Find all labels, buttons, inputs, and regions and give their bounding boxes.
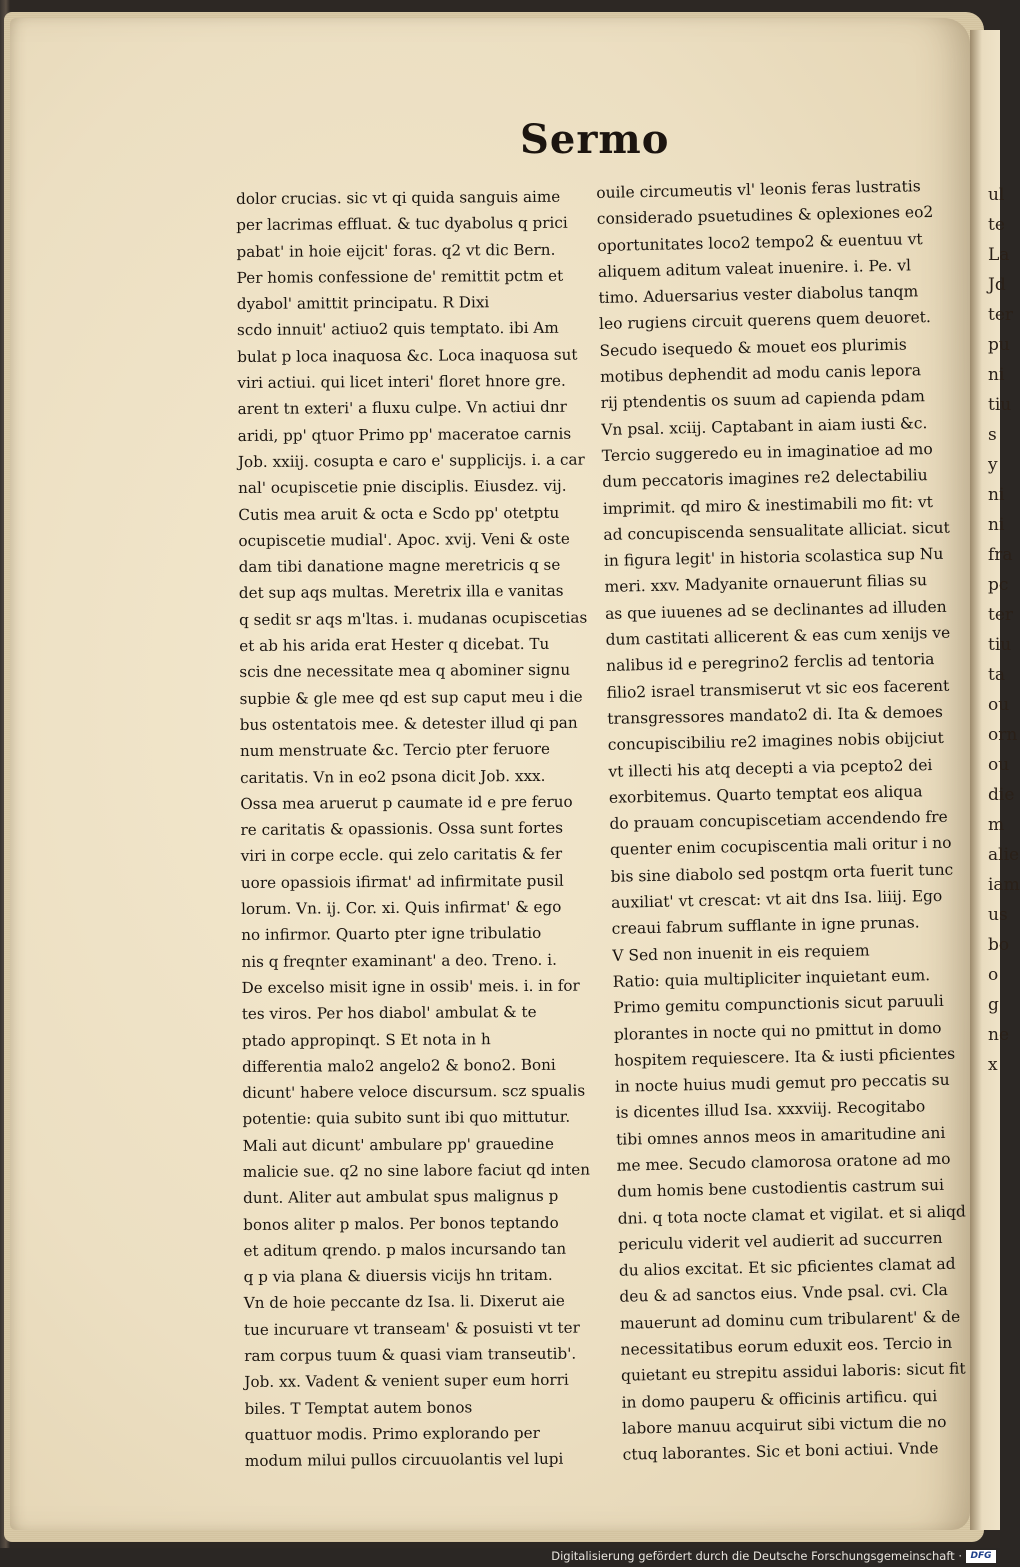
fragment-line: La — [988, 245, 1010, 265]
text-line: bonos aliter p malos. Per bonos teptando — [243, 1213, 559, 1234]
text-line: ram corpus tuum & quasi viam transeutib'. — [244, 1344, 577, 1366]
fragment-line: ou — [988, 755, 1010, 775]
text-line: De excelso misit igne in ossib' meis. i. in for — [241, 976, 580, 997]
text-line: do prauam concupiscetiam accendendo fre — [609, 807, 948, 833]
text-line: num menstruate &c. Tercio pter feruore — [239, 740, 551, 761]
text-line: vt illecti his atq decepti a via pcepto2 dei — [608, 755, 933, 781]
text-line: re caritatis & opassionis. Ossa sunt fortes — [240, 818, 564, 840]
text-line: bulat p loca inaquosa &c. Loca inaquosa sut — [237, 345, 578, 366]
text-line: exorbitemus. Quarto temptat eos aliqua — [608, 782, 923, 807]
text-line: viri actiui. qui licet interi' floret hnore gre. — [237, 371, 566, 393]
text-line: periculu viderit vel audierit ad succurren — [618, 1228, 943, 1254]
fragment-line: us — [988, 905, 1008, 925]
fragment-line: ne — [988, 1025, 1010, 1045]
text-line: et aditum qrendo. p malos incursando tan — [243, 1239, 567, 1260]
text-line: dicunt' habere veloce discursum. scz spualis — [242, 1081, 586, 1103]
text-line: quattuor modis. Primo explorando per — [244, 1423, 540, 1444]
text-line: arent tn exteri' a fluxu culpe. Vn actiui dnr — [237, 398, 567, 419]
text-line: dum peccatoris imagines re2 delectabiliu — [602, 466, 928, 492]
text-line: considerado psuetudines & oplexiones eo2 — [596, 203, 934, 229]
text-line: quietant eu strepitu assidui laboris: sicut fit — [620, 1359, 966, 1386]
text-line: labore manuu acquirut sibi victum die no — [621, 1412, 947, 1438]
text-line: tes viros. Per hos diabol' ambulat & te — [241, 1003, 537, 1024]
text-line: ctuq laborantes. Sic et boni actiui. Vnde — [622, 1439, 939, 1464]
text-line: in domo pauperu & officinis artificu. qui — [621, 1386, 938, 1412]
text-line: transgressores mandato2 di. Ita & demoes — [607, 702, 944, 728]
text-line: quenter enim cocupiscentia mali oritur i no — [609, 834, 952, 860]
running-header: Sermo — [520, 116, 670, 163]
adjacent-page-edge — [970, 30, 1020, 1530]
text-line: ocupiscetie mudial'. Apoc. xvij. Veni & oste — [238, 529, 570, 550]
text-line: filio2 israel transmiserut vt sic eos facerent — [606, 676, 950, 702]
text-line: du alios excitat. Et sic pficientes clamat ad — [618, 1254, 956, 1280]
fragment-line: ul — [988, 185, 1005, 205]
fragment-line: ter — [988, 605, 1014, 625]
dfg-logo: DFG — [966, 1550, 996, 1563]
adjacent-page-text — [970, 180, 1020, 1080]
text-line: potentie: quia subito sunt ibi quo mittutur. — [242, 1108, 571, 1129]
text-line: et ab his arida erat Hester q dicebat. Tu — [239, 634, 550, 656]
text-line: V Sed non inuenit in eis requiem — [612, 941, 870, 965]
fragment-line: o — [988, 965, 999, 985]
text-line: uore opassiois ifirmat' ad infirmitate pusil — [240, 871, 564, 892]
text-line: ad concupiscenda sensualitate alliciat. sicut — [603, 518, 950, 544]
left-text-column — [236, 184, 591, 1475]
text-line: dam tibi danatione magne meretricis q se — [238, 555, 561, 577]
text-line: as que iuuenes ad se declinantes ad illuden — [604, 597, 947, 623]
fragment-line: fra — [988, 545, 1013, 565]
fragment-line: Jd — [988, 275, 1006, 295]
text-line: supbie & gle mee qd est sup caput meu i die — [239, 687, 583, 708]
text-line: necessitatibus eorum eduxit eos. Tercio in — [620, 1333, 953, 1359]
text-line: imprimit. qd miro & inestimabili mo fit: vt — [602, 492, 934, 518]
text-line: aridi, pp' qtuor Primo pp' maceratoe carnis — [237, 424, 572, 445]
fragment-line: orn — [988, 725, 1018, 745]
fragment-line: alie — [988, 845, 1020, 865]
text-line: Job. xx. Vadent & venient super eum horri — [244, 1371, 569, 1392]
text-line: modum milui pullos circuuolantis vel lupi — [244, 1449, 564, 1471]
text-line: Ratio: quia multipliciter inquietant eum. — [612, 966, 931, 991]
text-line: lorum. Vn. ij. Cor. xi. Quis infirmat' & ego — [240, 897, 562, 918]
fragment-line: te — [988, 215, 1005, 235]
text-line: nalibus id e peregrino2 ferclis ad tentoria — [605, 650, 935, 676]
text-line: no infirmor. Quarto pter igne tribulatio — [241, 924, 542, 945]
text-line: concupiscibiliu re2 imagines nobis obijciut — [607, 729, 944, 755]
text-line: dni. q tota nocte clamat et vigilat. et si aliqd — [617, 1202, 967, 1228]
text-line: dum homis bene custodientis castrum sui — [617, 1176, 945, 1202]
fragment-line: ter — [988, 305, 1014, 325]
text-line: nis q freqnter examinant' a deo. Treno. i. — [241, 950, 557, 971]
text-line: timo. Aduersarius vester diabolus tanqm — [598, 282, 919, 308]
text-line: ouile circumeutis vl' leonis feras lustratis — [596, 177, 921, 202]
text-line: oportunitates loco2 tempo2 & euentuu vt — [597, 229, 923, 255]
fragment-line: y — [988, 455, 998, 475]
fragment-line: pc — [988, 575, 1009, 595]
text-line: in figura legit' in historia scolastica sup Nu — [603, 544, 944, 571]
text-line: leo rugiens circuit querens quem deuoret. — [598, 308, 932, 334]
text-line: creaui fabrum sufflante in igne prunas. — [611, 913, 920, 939]
text-line: auxiliat' vt crescat: vt ait dns Isa. liiij. Ego — [610, 886, 943, 912]
text-line: tibi omnes annos meos in amaritudine ani — [615, 1123, 946, 1149]
fragment-line: ni — [988, 485, 1005, 505]
text-line: rij ptendentis os suum ad capienda pdam — [600, 387, 926, 413]
text-line: per lacrimas effluat. & tuc dyabolus q prici — [236, 213, 568, 235]
text-line: bis sine diabolo sed postqm orta fuerit tunc — [610, 860, 954, 886]
text-line: Vn psal. xciij. Captabant in aiam iusti &c. — [601, 413, 928, 439]
text-line: plorantes in nocte qui no pmittut in domo — [613, 1018, 942, 1044]
text-line: caritatis. Vn in eo2 psona dicit Job. xxx. — [240, 766, 546, 787]
fragment-line: ni — [988, 365, 1005, 385]
text-line: dolor crucias. sic vt qi quida sanguis aime — [236, 187, 561, 208]
text-line: dum castitati allicerent & eas cum xenijs ve — [605, 623, 951, 649]
text-line: tue incuruare vt transeam' & posuisti vt ter — [243, 1318, 580, 1339]
text-line: differentia malo2 angelo2 & bono2. Boni — [242, 1055, 556, 1076]
text-line: Tercio suggeredo eu in imaginatioe ad mo — [601, 439, 933, 465]
text-line: hospitem requiescere. Ita & iusti pficientes — [614, 1044, 956, 1070]
text-line: Per homis confessione de' remittit pctm et — [236, 266, 564, 287]
text-line: deu & ad sanctos eius. Vnde psal. cvi. Cla — [619, 1281, 949, 1307]
text-line: Mali aut dicunt' ambulare pp' grauedine — [242, 1134, 554, 1155]
fragment-line: s — [988, 425, 997, 445]
text-line: motibus dephendit ad modu canis lepora — [599, 361, 922, 387]
text-line: Secudo isequedo & mouet eos plurimis — [599, 335, 907, 360]
text-line: bus ostentatois mee. & detester illud qi pan — [239, 713, 578, 734]
fragment-line: iam — [988, 875, 1020, 895]
text-line: malicie sue. q2 no sine labore faciut qd inten — [242, 1160, 591, 1181]
fragment-line: bo — [988, 935, 1010, 955]
text-line: viri in corpe eccle. qui zelo caritatis & fer — [240, 845, 563, 866]
fragment-line: g — [988, 995, 999, 1015]
text-line: Cutis mea aruit & octa e Scdo pp' otetptu — [238, 503, 560, 524]
text-line: Primo gemitu compunctionis sicut paruuli — [613, 992, 944, 1018]
fragment-line: tiu — [988, 395, 1012, 415]
text-line: dyabol' amittit principatu. R Dixi — [236, 293, 490, 314]
text-line: me mee. Secudo clamorosa oratone ad mo — [616, 1149, 951, 1175]
text-line: mauerunt ad dominu cum tribularent' & de — [619, 1307, 961, 1333]
text-line: scdo innuit' actiuo2 quis temptato. ibi Am — [236, 319, 559, 340]
text-line: scis dne necessitate mea q abominer signu — [239, 661, 571, 682]
text-line: meri. xxv. Madyanite ornauerunt filias su — [604, 571, 928, 597]
right-text-column — [596, 173, 967, 1468]
text-line: nal' ocupiscetie pnie disciplis. Eiusdez. vij. — [238, 476, 567, 498]
text-line: det sup aqs multas. Meretrix illa e vanitas — [238, 582, 564, 603]
text-line: q sedit sr aqs m'ltas. i. mudanas ocupiscetias — [238, 608, 588, 629]
fragment-line: tiu — [988, 635, 1012, 655]
text-line: q p via plana & diuersis vicijs hn tritam. — [243, 1265, 553, 1287]
fragment-line: x — [988, 1055, 998, 1075]
fragment-line: ta — [988, 665, 1005, 685]
text-line: Vn de hoie peccante dz Isa. li. Dixerut aie — [243, 1292, 565, 1313]
text-line: aliquem aditum valeat inuenire. i. Pe. vl — [597, 256, 912, 281]
fragment-line: m — [988, 815, 1005, 835]
text-line: ptado appropinqt. S Et nota in h — [241, 1029, 491, 1050]
fragment-line: pu — [988, 335, 1010, 355]
text-line: biles. T Temptat autem bonos — [244, 1398, 473, 1418]
fragment-line: ou — [988, 695, 1010, 715]
text-line: Job. xxiij. cosupta e caro e' supplicijs. i. a car — [237, 450, 585, 471]
digitization-credit: Digitalisierung gefördert durch die Deutsche Forschungsgemeinschaft · — [551, 1549, 962, 1563]
text-line: Ossa mea aruerut p caumate id e pre feruo — [240, 792, 573, 813]
text-line: in nocte huius mudi gemut pro peccatis su — [614, 1070, 950, 1096]
fragment-line: die — [988, 785, 1015, 805]
text-line: is dicentes illud Isa. xxxviij. Recogitabo — [615, 1097, 926, 1123]
text-line: pabat' in hoie eijcit' foras. q2 vt dic Bern. — [236, 240, 556, 261]
fragment-line: ni — [988, 515, 1005, 535]
text-line: dunt. Aliter aut ambulat spus malignus p — [243, 1187, 559, 1208]
